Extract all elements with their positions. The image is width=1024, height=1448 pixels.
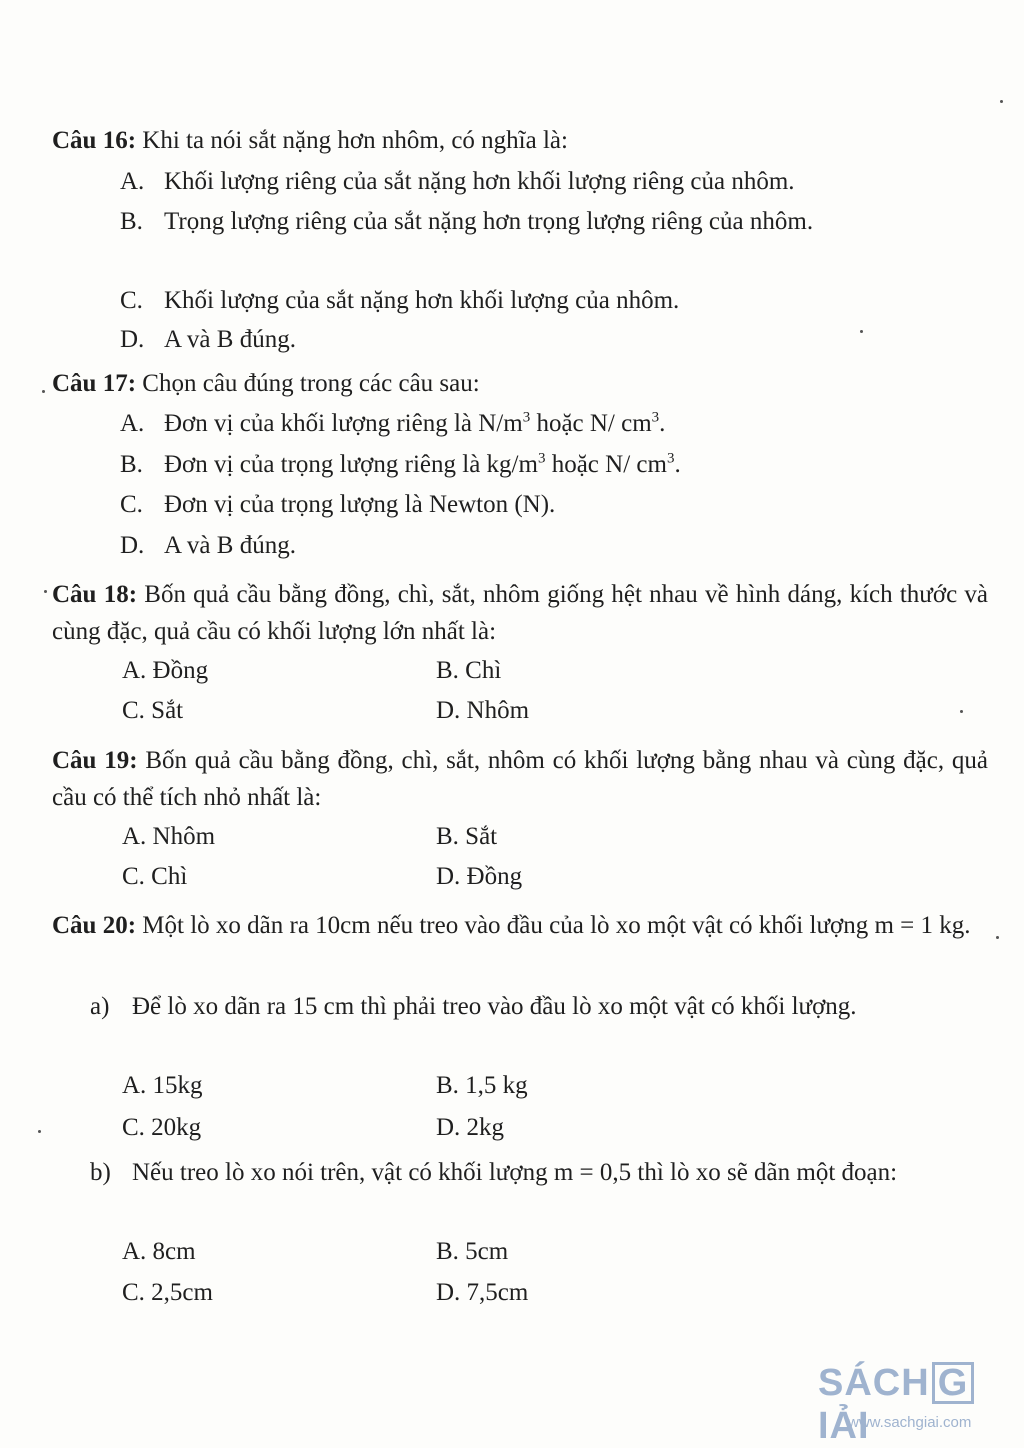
- question-20-part-b: b) Nếu treo lò xo nói trên, vật có khối lượng m = 0,5 thì lò xo sẽ dãn một đoạn:: [90, 1159, 898, 1186]
- question-20a-option-d: D. 2kg: [436, 1114, 505, 1141]
- question-16-option-c: C. Khối lượng của sắt nặng hơn khối lượng của nhôm.: [120, 287, 680, 314]
- question-17-option-b: B. Đơn vị của trọng lượng riêng là $kg/m^3$ hoặc N/ $cm^3$.: [120, 450, 681, 478]
- question-17-text: Chọn câu đúng trong các câu sau:: [136, 370, 480, 397]
- question-17-option-c: C. Đơn vị của trọng lượng là Newton (N).: [120, 491, 556, 518]
- question-18-option-d: D. Nhôm: [436, 697, 530, 724]
- question-20b-option-c: C. 2,5cm: [122, 1279, 213, 1306]
- question-20a-option-c: C. 20kg: [122, 1114, 202, 1141]
- question-20a-option-b: B. 1,5 kg: [436, 1072, 528, 1099]
- scan-speck: [38, 1130, 41, 1133]
- question-20b-option-b: B. 5cm: [436, 1238, 509, 1265]
- scan-speck: [960, 710, 963, 713]
- question-17-stem: [52, 365, 988, 403]
- sachgiai-logo: [818, 1362, 1018, 1447]
- question-20a-option-a: A. 15kg: [122, 1072, 203, 1099]
- question-20b-option-a: A. 8cm: [122, 1238, 196, 1265]
- question-16-option-a: A. Khối lượng riêng của sắt nặng hơn khối lượng riêng của nhôm.: [120, 168, 795, 195]
- question-18-text: Bốn quả cầu bằng đồng, chì, sắt, nhôm giống hệt nhau về hình dáng, kích thước và cùng đặc, quả cầu có khối lượng lớn nhất là:: [52, 581, 988, 645]
- question-19-option-b: B. Sắt: [436, 823, 498, 850]
- question-18-label: Câu 18:: [52, 581, 138, 608]
- scan-speck: [996, 936, 999, 939]
- logo-brand: SÁCH GIẢI: [818, 1362, 1018, 1448]
- question-16-text: Khi ta nói sắt nặng hơn nhôm, có nghĩa là:: [136, 127, 568, 154]
- question-16-option-d: D. A và B đúng.: [120, 326, 296, 353]
- question-19-option-d: D. Đồng: [436, 863, 523, 890]
- question-17-option-a: A. Đơn vị của khối lượng riêng là $N/m^3$ hoặc N/ $cm^3$.: [120, 409, 666, 437]
- scan-speck: [860, 330, 863, 333]
- scan-speck: [42, 390, 45, 393]
- logo-url: www.sachgiai.com: [848, 1414, 972, 1431]
- question-20-text: Một lò xo dãn ra 10cm nếu treo vào đầu của lò xo một vật có khối lượng m = 1 kg.: [136, 912, 971, 939]
- question-19-text: Bốn quả cầu bằng đồng, chì, sắt, nhôm có khối lượng bằng nhau và cùng đặc, quả cầu có thể tích nhỏ nhất là:: [52, 747, 988, 811]
- question-19-option-c: C. Chì: [122, 863, 188, 890]
- question-20-label: Câu 20:: [52, 912, 137, 939]
- question-19-label: Câu 19:: [52, 747, 138, 774]
- question-19-option-a: A. Nhôm: [122, 823, 216, 850]
- question-20-stem: [52, 907, 988, 944]
- scan-speck: [1000, 100, 1003, 103]
- question-17-option-d: D. A và B đúng.: [120, 532, 296, 559]
- question-16-stem: [52, 122, 988, 160]
- question-19-stem: [52, 742, 988, 816]
- question-17-label: Câu 17:: [52, 370, 137, 397]
- question-18-stem: [52, 576, 988, 650]
- question-20-part-a: a) Để lò xo dãn ra 15 cm thì phải treo vào đầu lò xo một vật có khối lượng.: [90, 993, 857, 1020]
- question-18-option-a: A. Đồng: [122, 657, 209, 684]
- question-16-label: Câu 16:: [52, 127, 137, 154]
- question-18-option-b: B. Chì: [436, 657, 502, 684]
- question-18-option-c: C. Sắt: [122, 697, 184, 724]
- question-20b-option-d: D. 7,5cm: [436, 1279, 529, 1306]
- question-16-option-b: B. Trọng lượng riêng của sắt nặng hơn trọng lượng riêng của nhôm.: [120, 208, 814, 235]
- scan-speck: [44, 590, 47, 593]
